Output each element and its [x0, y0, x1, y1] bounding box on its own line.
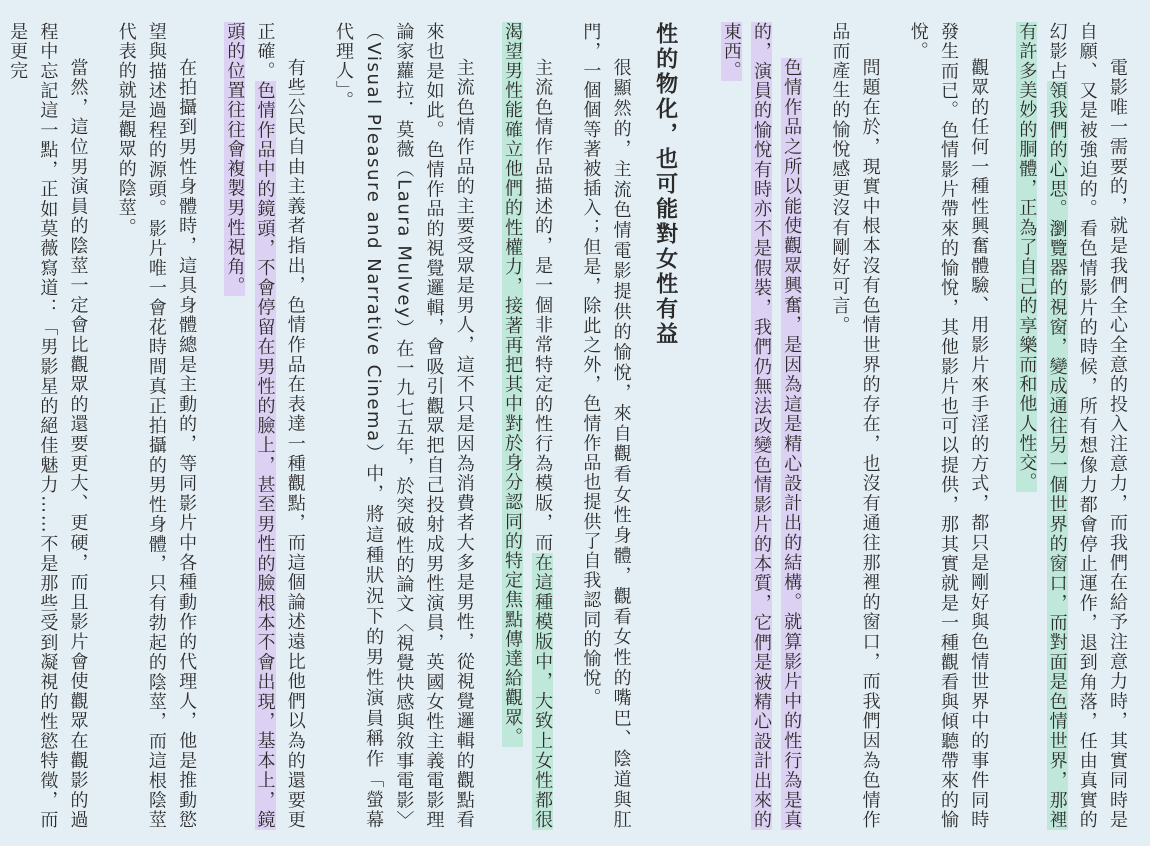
highlight-teal: 在這種模版中，大致上女性都很渴望男性能確立他們的性權力，接著再把其中對於身分認同的特定焦點傳達給觀眾。 [501, 22, 554, 830]
paragraph-7-name: （Laura Mulvey） [393, 159, 415, 340]
paragraph-9: 在拍攝到男性身體時，這具身體總是主動的，等同影片中各種動作的代理人，他是推動慾望與描述過程的源頭。影片唯一會花時間真正拍攝的男性身體，只有勃起的陰莖，而這根陰莖代表的就是觀眾的陰莖。 [115, 22, 198, 830]
highlight-purple: 色情作品中的鏡頭，不會停留在男性的臉上，甚至男性的臉根本不會出現，基本上，鏡頭的位置往往會複製男性視角。 [224, 22, 276, 830]
paragraph-8 [219, 22, 310, 830]
paragraph-1 [1011, 22, 1132, 830]
highlight-purple: 色情作品之所以能使觀眾興奮，是因為這是精心設計出的結構。就算影片中的性行為是真的，演員的愉悅有時亦不是假裝，我們仍無法改變色情影片的本質，它們是被精心設計出來的東西。 [720, 22, 803, 830]
paragraph-8-text: 有些公民自由主義者指出，色情作品在表達一種觀點，而這個論述遠比他們以為的還要更正確。 [254, 22, 306, 830]
paragraph-5: 很顯然的，主流色情電影提供的愉悅，來自觀看女性身體，觀看女性的嘴巴、陰道與肛門，一個個等著被插入；但是，除此之外，色情作品也提供了自我認同的愉悅。 [580, 22, 632, 830]
paragraph-7-text-2: 在一九七五年，於突破性的論文〈視覺快感與敘事電影〉 [393, 339, 415, 831]
section-heading: 性的物化，也可能對女性有益 [652, 22, 678, 347]
paragraph-4 [716, 22, 807, 830]
highlight-teal: 領我們的心思。瀏覽器的視窗，變成通往另一個世界的窗口，而對面是色情世界，那裡有許多美妙的胴體，正為了自己的享樂而和他人性交。 [1016, 22, 1068, 830]
paragraph-1-text: 電影唯一需要的，就是我們全心全意的投入注意力，而我們在給予注意力時，其實同時是自願、又是被強迫的。看色情影片的時候，所有想像力都會停止運作，退到角落，任由真實的幻影占 [1046, 22, 1128, 830]
paragraph-7 [328, 22, 479, 830]
paragraph-6 [497, 22, 557, 830]
paragraph-7-text-3: 中，將這種狀況下的男性演員稱作「螢幕代理人」。 [332, 22, 385, 830]
paragraph-6-text: 主流色情作品描述的，是一個非常特定的性行為模版，而 [532, 58, 554, 553]
paragraph-10: 當然，這位男演員的陰莖一定會比觀眾的還要更大、更硬，而且影片會使觀眾在觀影的過程中忘記這一點，正如莫薇寫道：「男影星的絕佳魅力……不是那些受到凝視的性慾特徵，而是更完 [7, 22, 89, 830]
paragraph-2: 觀眾的任何一種性興奮體驗、用影片來手淫的方式，都只是剛好與色情世界中的事件同時發生而已。色情影片帶來的愉悅，其他影片也可以提供，那其實就是一種觀看與傾聽帶來的愉悅。 [907, 22, 990, 830]
paragraph-3: 問題在於，現實中根本沒有色情世界的存在，也沒有通往那裡的窗口，而我們因為色情作品而產生的愉悅感更沒有剛好可言。 [829, 22, 881, 830]
paragraph-7-title: （Visual Pleasure and Narrative Cinema） [363, 22, 385, 464]
article-body [2, 22, 1132, 830]
paragraph-7-text: 主流色情作品的主要受眾是男人，這不只是因為消費者大多是男性，從視覺邏輯的觀點看來也是如此。色情作品的視覺邏輯，會吸引觀眾把自己投射成男性演員，英國女性主義電影理論家蘿拉．莫薇 [393, 22, 475, 830]
